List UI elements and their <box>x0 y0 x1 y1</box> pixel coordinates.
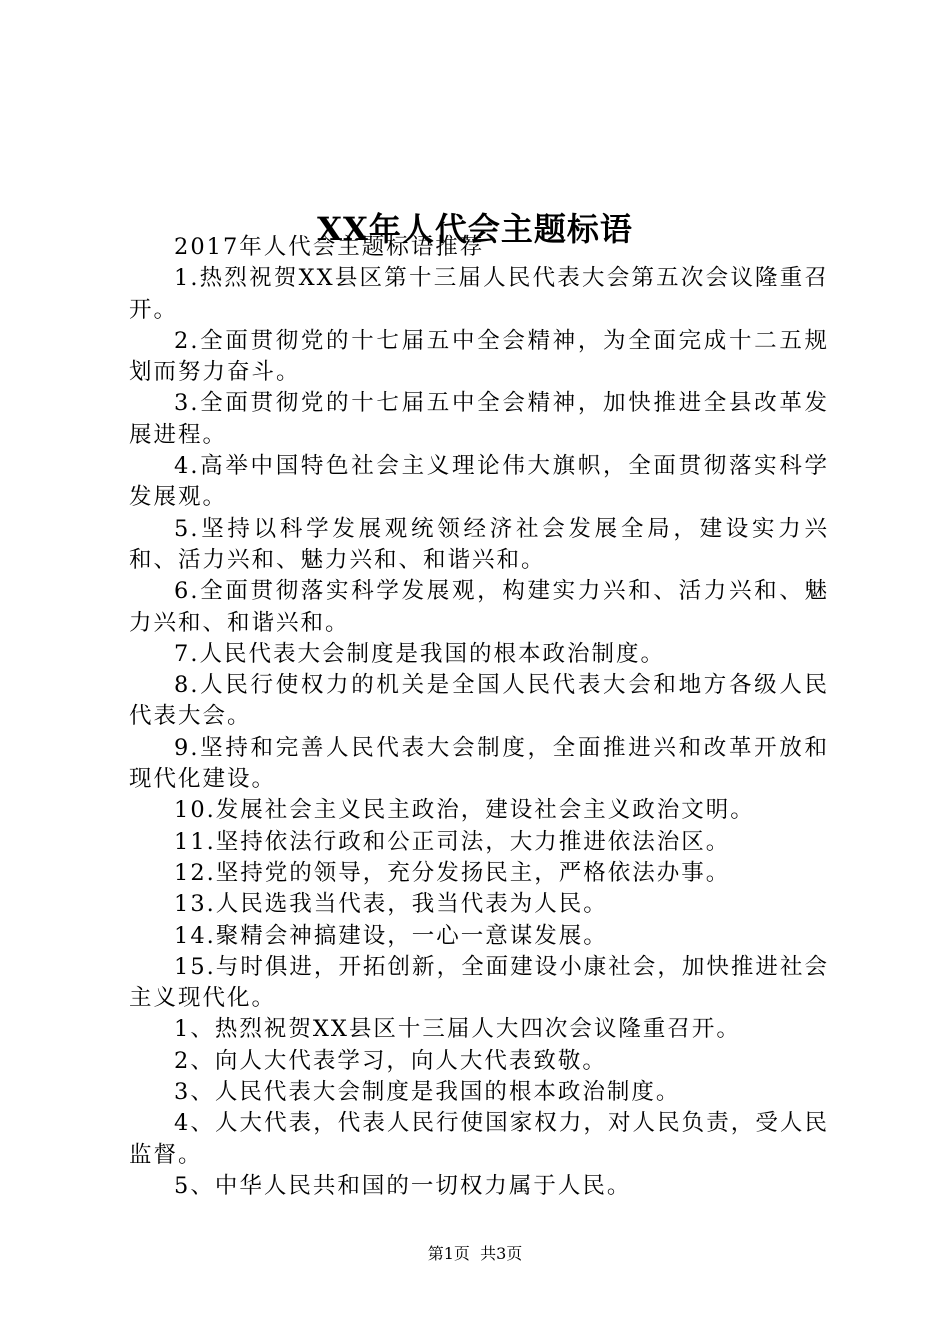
paragraph: 3、人民代表大会制度是我国的根本政治制度。 <box>174 1079 681 1106</box>
paragraph: 15.与时俱进，开拓创新，全面建设小康社会，加快推进社会主义现代化。 <box>129 953 829 1012</box>
paragraph: 13.人民选我当代表，我当代表为人民。 <box>174 891 608 918</box>
document-body <box>129 232 829 1202</box>
paragraph: 12.坚持党的领导，充分发扬民主，严格依法办事。 <box>174 859 731 886</box>
paragraph: 3.全面贯彻党的十七届五中全会精神，加快推进全县改革发展进程。 <box>129 390 829 448</box>
paragraph: 4.高举中国特色社会主义理论伟大旗帜，全面贯彻落实科学发展观。 <box>129 453 829 511</box>
paragraph: 1.热烈祝贺XX县区第十三届人民代表大会第五次会议隆重召开。 <box>129 265 829 323</box>
paragraph: 8.人民行使权力的机关是全国人民代表大会和地方各级人民代表大会。 <box>129 672 829 730</box>
paragraph: 11.坚持依法行政和公正司法，大力推进依法治区。 <box>174 828 731 855</box>
paragraph: 7.人民代表大会制度是我国的根本政治制度。 <box>174 640 665 667</box>
paragraph: 1、热烈祝贺XX县区十三届人大四次会议隆重召开。 <box>174 1016 741 1043</box>
paragraph: 2.全面贯彻党的十七届五中全会精神，为全面完成十二五规划而努力奋斗。 <box>129 327 829 386</box>
paragraph: 10.发展社会主义民主政治，建设社会主义政治文明。 <box>174 797 755 824</box>
paragraph: 5、中华人民共和国的一切权力属于人民。 <box>174 1172 632 1199</box>
paragraph: 2、向人大代表学习，向人大代表致敬。 <box>174 1047 607 1074</box>
paragraph: 5.坚持以科学发展观统领经济社会发展全局，建设实力兴和、活力兴和、魅力兴和、和谐兴和。 <box>129 515 829 573</box>
paragraph: 9.坚持和完善人民代表大会制度，全面推进兴和改革开放和现代化建设。 <box>129 734 829 793</box>
paragraph: 14.聚精会神搞建设，一心一意谋发展。 <box>174 922 608 949</box>
footer-separator <box>470 1244 480 1263</box>
document-title: XX年人代会主题标语 <box>317 210 633 249</box>
paragraph: 4、人大代表，代表人民行使国家权力，对人民负责，受人民监督。 <box>129 1110 829 1168</box>
page-number: 第1页 <box>427 1244 470 1263</box>
paragraph: 2017年人代会主题标语推荐 <box>174 234 485 260</box>
page-footer <box>0 1243 950 1265</box>
paragraph: 6.全面贯彻落实科学发展观，构建实力兴和、活力兴和、魅力兴和、和谐兴和。 <box>129 578 829 636</box>
page-total: 共3页 <box>480 1244 523 1263</box>
